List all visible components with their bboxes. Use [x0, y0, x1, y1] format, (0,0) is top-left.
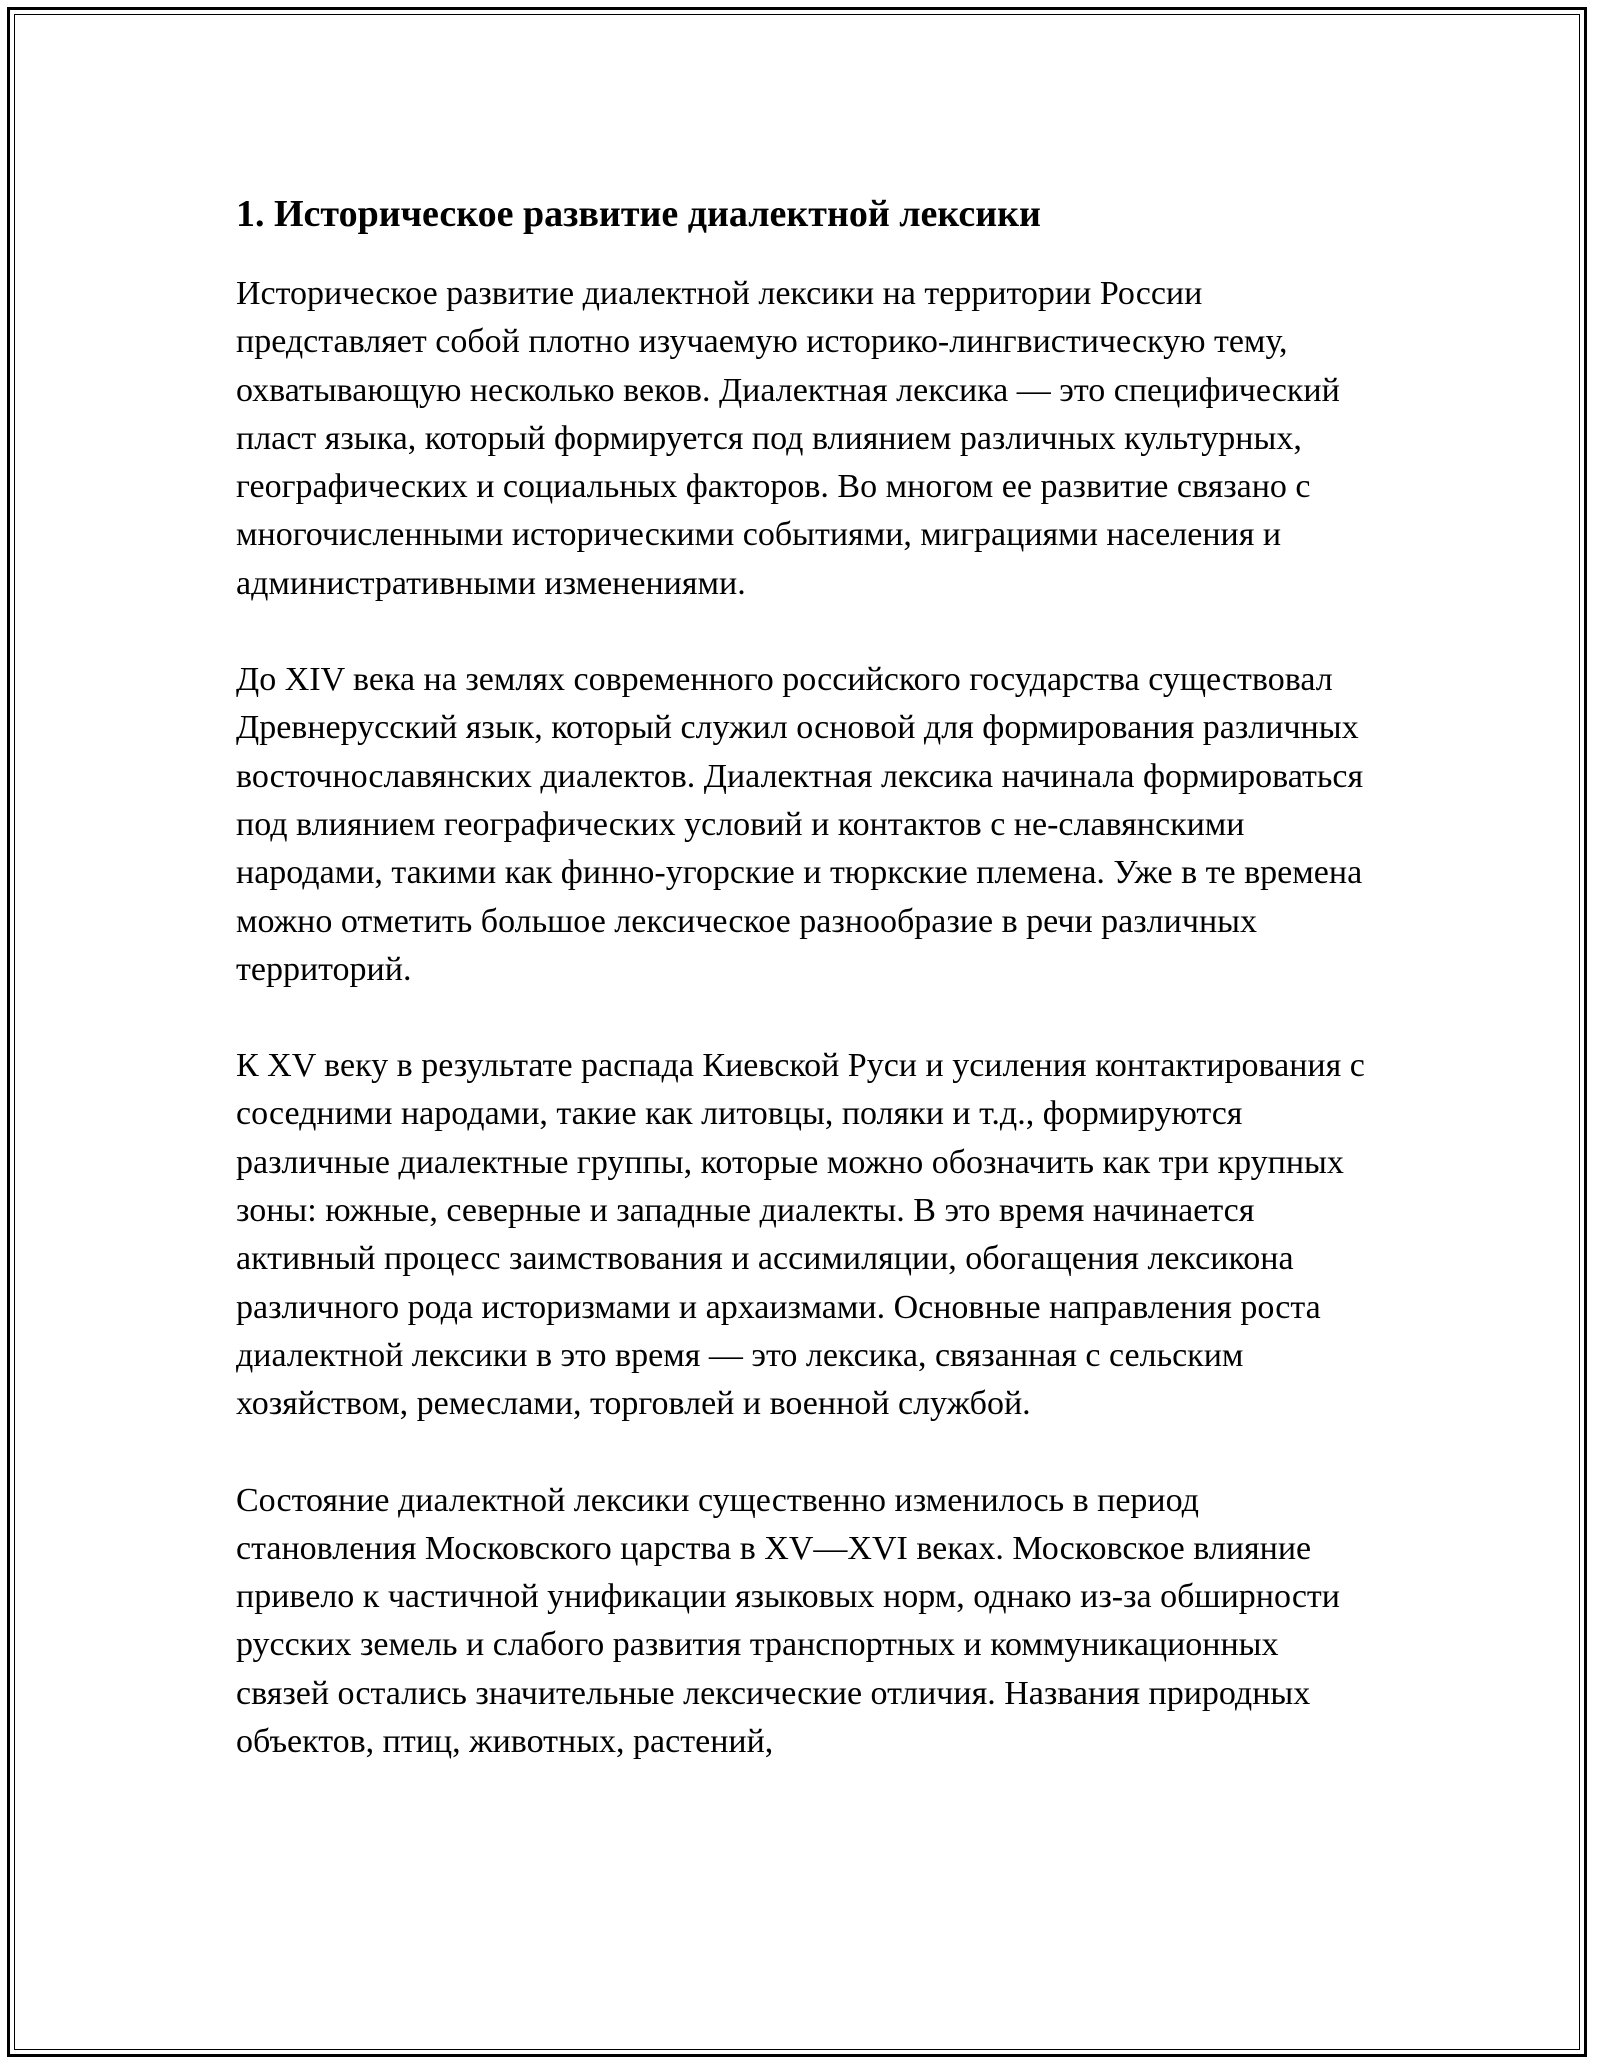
paragraph-2: До XIV века на землях современного российского государства существовал Древнерусский язык, который служил основой для формирования различных восточнославянских диалектов. Диалектная лексика начинала формироваться под влиянием географических условий и контактов с не-славянскими народами, такими как финно-угорские и тюркские племена. Уже в те времена можно отметить большое лексическое разнообразие в речи различных территорий.: [236, 661, 1364, 988]
paragraph-3: К XV веку в результате распада Киевской Руси и усиления контактирования с соседними народами, такие как литовцы, поляки и т.д., формируются различные диалектные группы, которые можно обозначить как три крупных зоны: южные, северные и западные диалекты. В это время начинается активный процесс заимствования и ассимиляции, обогащения лексикона различного рода историзмами и архаизмами. Основные направления роста диалектной лексики в это время — это лексика, связанная с сельским хозяйством, ремеслами, торговлей и военной службой.: [236, 1047, 1365, 1423]
section-heading: 1. Историческое развитие диалектной лексики: [236, 193, 1041, 235]
paragraph-4: Состояние диалектной лексики существенно изменилось в период становления Московского царства в XV—XVI веках. Московское влияние привело к частичной унификации языковых норм, однако из-за обширности русских земель и слабого развития транспортных и коммуникационных связей остались значительные лексические отличия. Названия природных объектов, птиц, животных, растений,: [236, 1481, 1340, 1761]
paragraph-1: Историческое развитие диалектной лексики на территории России представляет собой плотно изучаемую историко-лингвистическую тему, охватывающую несколько веков. Диалектная лексика — это специфический пласт языка, который формируется под влиянием различных культурных, географических и социальных факторов. Во многом ее развитие связано с многочисленными историческими событиями, миграциями населения и административными изменениями.: [236, 275, 1340, 602]
document-body: [236, 186, 1376, 1814]
